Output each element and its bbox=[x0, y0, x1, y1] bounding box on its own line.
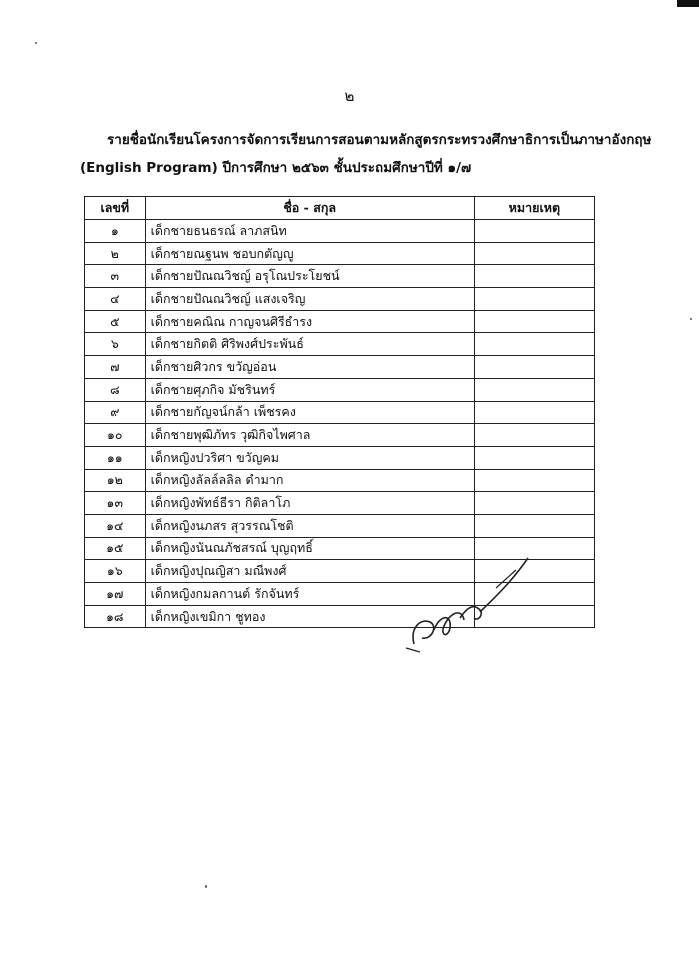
cell-number: ๑๒ bbox=[85, 469, 146, 492]
cell-number: ๑๐ bbox=[85, 424, 146, 447]
table-row bbox=[85, 310, 595, 333]
cell-number: ๓ bbox=[85, 265, 146, 288]
cell-remark bbox=[474, 514, 594, 537]
cell-remark bbox=[474, 401, 594, 424]
cell-name: เด็กหญิงเขมิกา ชูทอง bbox=[145, 605, 474, 628]
cell-number: ๕ bbox=[85, 310, 146, 333]
cell-remark bbox=[474, 446, 594, 469]
table-header-row bbox=[85, 197, 595, 220]
cell-number: ๖ bbox=[85, 333, 146, 356]
cell-name: เด็กชายพุฒิภัทร วุฒิกิจไพศาล bbox=[145, 424, 474, 447]
cell-name: เด็กชายปัณณวิชญ์ อรุโณประโยชน์ bbox=[145, 265, 474, 288]
table-row bbox=[85, 424, 595, 447]
column-header-remark: หมายเหตุ bbox=[474, 197, 594, 220]
cell-number: ๒ bbox=[85, 242, 146, 265]
table-row bbox=[85, 514, 595, 537]
cell-name: เด็กชายศุภกิจ มัชรินทร์ bbox=[145, 378, 474, 401]
cell-remark bbox=[474, 333, 594, 356]
table-row bbox=[85, 401, 595, 424]
cell-name: เด็กหญิงนันณภัชสรณ์ บุญฤทธิ์ bbox=[145, 537, 474, 560]
cell-name: เด็กชายคณิณ กาญจนศิรีธำรง bbox=[145, 310, 474, 333]
cell-remark bbox=[474, 469, 594, 492]
cell-number: ๑ bbox=[85, 220, 146, 243]
table-row bbox=[85, 242, 595, 265]
cell-number: ๑๑ bbox=[85, 446, 146, 469]
cell-name: เด็กชายกิตติ ศิริพงศ์ประพันธ์ bbox=[145, 333, 474, 356]
cell-number: ๑๔ bbox=[85, 514, 146, 537]
cell-remark bbox=[474, 424, 594, 447]
cell-number: ๗ bbox=[85, 356, 146, 379]
cell-name: เด็กหญิงปวริศา ขวัญคม bbox=[145, 446, 474, 469]
cell-number: ๘ bbox=[85, 378, 146, 401]
table-row bbox=[85, 220, 595, 243]
cell-number: ๙ bbox=[85, 401, 146, 424]
cell-remark bbox=[474, 288, 594, 311]
table-row bbox=[85, 469, 595, 492]
cell-remark bbox=[474, 310, 594, 333]
cell-name: เด็กชายณฐนพ ชอบกตัญญู bbox=[145, 242, 474, 265]
column-header-number: เลขที่ bbox=[85, 197, 146, 220]
handwritten-signature bbox=[400, 548, 540, 658]
document-title-line-2: (English Program) ปีการศึกษา ๒๕๖๓ ชั้นประถมศึกษาปีที่ ๑/๗ bbox=[80, 160, 472, 176]
cell-name: เด็กหญิงปุณญิสา มณีพงศ์ bbox=[145, 560, 474, 583]
column-header-name: ชื่อ - สกุล bbox=[145, 197, 474, 220]
scan-speck bbox=[35, 42, 37, 44]
cell-name: เด็กชายกัญจน์กล้า เพ็ชรคง bbox=[145, 401, 474, 424]
cell-remark bbox=[474, 265, 594, 288]
scan-corner-mark bbox=[677, 0, 699, 7]
document-title-line-1: รายชื่อนักเรียนโครงการจัดการเรียนการสอนตามหลักสูตรกระทรวงศึกษาธิการเป็นภาษาอังกฤษ bbox=[107, 132, 652, 148]
cell-name: เด็กชายธนธรณ์ ลาภสนิท bbox=[145, 220, 474, 243]
table-row bbox=[85, 288, 595, 311]
table-row bbox=[85, 333, 595, 356]
table-row bbox=[85, 356, 595, 379]
cell-remark bbox=[474, 356, 594, 379]
cell-number: ๑๖ bbox=[85, 560, 146, 583]
table-row bbox=[85, 446, 595, 469]
scan-speck bbox=[690, 318, 692, 320]
cell-name: เด็กหญิงกมลกานต์ รักจันทร์ bbox=[145, 583, 474, 606]
cell-name: เด็กหญิงนภสร สุวรรณโชติ bbox=[145, 514, 474, 537]
cell-number: ๑๘ bbox=[85, 605, 146, 628]
cell-number: ๑๗ bbox=[85, 583, 146, 606]
page-number: ๒ bbox=[344, 87, 355, 105]
cell-remark bbox=[474, 378, 594, 401]
cell-remark bbox=[474, 492, 594, 515]
cell-name: เด็กหญิงลัลล์ลลิล ดำมาก bbox=[145, 469, 474, 492]
cell-remark bbox=[474, 220, 594, 243]
cell-number: ๑๕ bbox=[85, 537, 146, 560]
cell-name: เด็กชายปัณณวิชญ์ แสงเจริญ bbox=[145, 288, 474, 311]
cell-name: เด็กหญิงพัทธ์ธีรา กิติลาโภ bbox=[145, 492, 474, 515]
cell-number: ๔ bbox=[85, 288, 146, 311]
scan-speck bbox=[205, 885, 207, 888]
cell-number: ๑๓ bbox=[85, 492, 146, 515]
cell-remark bbox=[474, 242, 594, 265]
table-row bbox=[85, 265, 595, 288]
table-row bbox=[85, 378, 595, 401]
cell-name: เด็กชายศิวกร ขวัญอ่อน bbox=[145, 356, 474, 379]
table-row bbox=[85, 492, 595, 515]
